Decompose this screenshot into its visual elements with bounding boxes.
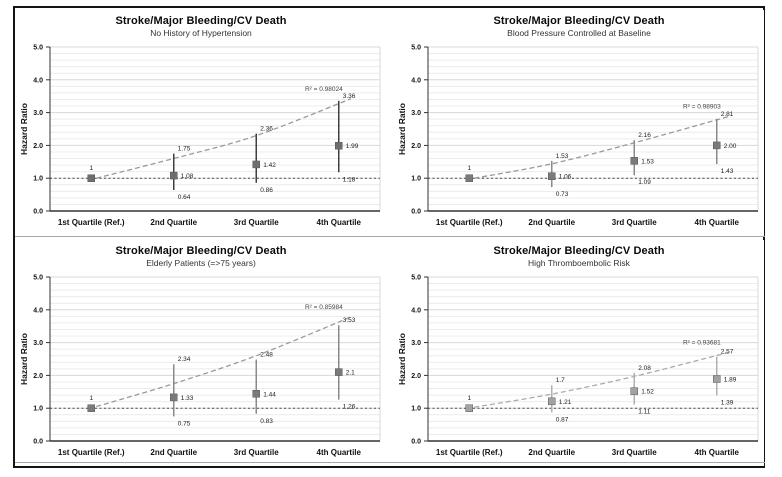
svg-text:1st Quartile (Ref.): 1st Quartile (Ref.): [435, 448, 503, 457]
panel-high-thromboembolic-risk: [394, 240, 764, 466]
svg-text:2.48: 2.48: [260, 351, 273, 359]
row-divider-bottom: [15, 462, 765, 463]
svg-text:R² = 0.98903: R² = 0.98903: [682, 103, 721, 111]
hazard-ratio-plot-no-hypertension: [16, 41, 386, 236]
hazard-ratio-plot-bp-controlled: [394, 41, 764, 236]
svg-text:2.0: 2.0: [411, 372, 421, 380]
svg-text:3rd Quartile: 3rd Quartile: [611, 218, 657, 227]
svg-text:3.0: 3.0: [411, 340, 421, 348]
svg-text:1.7: 1.7: [555, 377, 565, 385]
svg-text:5.0: 5.0: [411, 274, 421, 282]
svg-text:1: 1: [467, 165, 472, 173]
svg-text:0.0: 0.0: [411, 208, 421, 216]
svg-text:1.0: 1.0: [411, 175, 421, 183]
svg-text:2.08: 2.08: [638, 364, 651, 372]
svg-text:2.34: 2.34: [177, 356, 191, 364]
svg-text:1.21: 1.21: [558, 398, 572, 406]
svg-text:1.0: 1.0: [33, 175, 43, 183]
panel-title: Stroke/Major Bleeding/CV Death: [115, 15, 287, 27]
panel-subtitle: No History of Hypertension: [150, 28, 252, 38]
svg-text:1st Quartile (Ref.): 1st Quartile (Ref.): [57, 218, 125, 227]
svg-text:R² = 0.98024: R² = 0.98024: [304, 85, 343, 93]
panel-subtitle: Blood Pressure Controlled at Baseline: [507, 28, 651, 38]
svg-text:0.83: 0.83: [260, 417, 273, 425]
svg-text:1.53: 1.53: [555, 152, 569, 160]
svg-text:2nd Quartile: 2nd Quartile: [528, 448, 576, 457]
svg-text:Hazard Ratio: Hazard Ratio: [19, 103, 29, 155]
svg-text:1.43: 1.43: [720, 168, 734, 176]
svg-text:2.00: 2.00: [723, 142, 737, 150]
svg-text:4.0: 4.0: [33, 307, 43, 315]
svg-text:0.86: 0.86: [260, 186, 273, 194]
svg-text:1.26: 1.26: [342, 403, 356, 411]
svg-text:Hazard Ratio: Hazard Ratio: [397, 333, 407, 385]
svg-text:1.44: 1.44: [263, 391, 276, 399]
svg-text:3.0: 3.0: [33, 340, 43, 348]
svg-text:5.0: 5.0: [411, 44, 421, 52]
svg-text:1.89: 1.89: [723, 376, 737, 384]
svg-text:1.0: 1.0: [411, 405, 421, 413]
svg-text:2.0: 2.0: [33, 142, 43, 150]
svg-text:2.81: 2.81: [720, 110, 734, 118]
svg-text:1.33: 1.33: [180, 394, 194, 402]
svg-text:4.0: 4.0: [33, 77, 43, 85]
hazard-ratio-plot-high-risk: [394, 271, 764, 466]
svg-text:1: 1: [89, 395, 94, 403]
svg-text:4th Quartile: 4th Quartile: [316, 218, 361, 227]
svg-text:0.0: 0.0: [33, 208, 43, 216]
panel-no-hypertension: [16, 10, 386, 236]
svg-text:2nd Quartile: 2nd Quartile: [528, 218, 576, 227]
svg-text:0.64: 0.64: [177, 194, 191, 202]
svg-text:3rd Quartile: 3rd Quartile: [233, 448, 279, 457]
svg-text:1.11: 1.11: [638, 408, 651, 416]
panel-title: Stroke/Major Bleeding/CV Death: [493, 245, 665, 257]
svg-text:4.0: 4.0: [411, 77, 421, 85]
svg-text:4th Quartile: 4th Quartile: [316, 448, 361, 457]
svg-text:0.73: 0.73: [555, 191, 569, 199]
svg-text:2.0: 2.0: [411, 142, 421, 150]
svg-text:3rd Quartile: 3rd Quartile: [611, 448, 657, 457]
svg-text:1.53: 1.53: [641, 158, 654, 166]
svg-text:1.09: 1.09: [638, 179, 651, 187]
svg-text:1.18: 1.18: [342, 176, 356, 184]
svg-text:2.1: 2.1: [345, 369, 355, 377]
svg-text:4th Quartile: 4th Quartile: [694, 448, 739, 457]
panel-subtitle: High Thromboembolic Risk: [528, 258, 630, 268]
svg-text:1: 1: [89, 165, 94, 173]
svg-text:1.52: 1.52: [641, 388, 654, 396]
svg-text:1.06: 1.06: [558, 173, 572, 181]
svg-text:2.57: 2.57: [720, 348, 734, 356]
svg-text:0.0: 0.0: [33, 438, 43, 446]
panel-title: Stroke/Major Bleeding/CV Death: [493, 15, 665, 27]
svg-text:2nd Quartile: 2nd Quartile: [150, 448, 198, 457]
svg-text:1: 1: [467, 395, 472, 403]
panel-title: Stroke/Major Bleeding/CV Death: [115, 245, 287, 257]
svg-text:2.16: 2.16: [638, 132, 651, 140]
svg-text:Hazard Ratio: Hazard Ratio: [397, 103, 407, 155]
svg-text:1.39: 1.39: [720, 399, 734, 407]
svg-text:4th Quartile: 4th Quartile: [694, 218, 739, 227]
svg-text:1st Quartile (Ref.): 1st Quartile (Ref.): [57, 448, 125, 457]
panel-elderly: [16, 240, 386, 466]
svg-text:R² = 0.85984: R² = 0.85984: [304, 304, 343, 312]
svg-text:1.0: 1.0: [33, 405, 43, 413]
panel-subtitle: Elderly Patients (=>75 years): [146, 258, 256, 268]
row-divider-top: [15, 236, 765, 237]
svg-text:Hazard Ratio: Hazard Ratio: [19, 333, 29, 385]
svg-text:0.87: 0.87: [555, 416, 569, 424]
hazard-ratio-plot-elderly: [16, 271, 386, 466]
svg-text:3rd Quartile: 3rd Quartile: [233, 218, 279, 227]
svg-text:3.53: 3.53: [342, 317, 356, 325]
svg-text:2nd Quartile: 2nd Quartile: [150, 218, 198, 227]
svg-text:0.0: 0.0: [411, 438, 421, 446]
svg-text:2.36: 2.36: [260, 125, 273, 133]
svg-text:0.75: 0.75: [177, 420, 191, 428]
svg-text:1.75: 1.75: [177, 145, 191, 153]
svg-text:3.0: 3.0: [411, 110, 421, 118]
svg-text:5.0: 5.0: [33, 274, 43, 282]
svg-text:1.99: 1.99: [345, 143, 359, 151]
svg-text:1st Quartile (Ref.): 1st Quartile (Ref.): [435, 218, 503, 227]
svg-text:1.08: 1.08: [180, 173, 194, 181]
svg-text:5.0: 5.0: [33, 44, 43, 52]
svg-text:4.0: 4.0: [411, 307, 421, 315]
svg-text:3.0: 3.0: [33, 110, 43, 118]
svg-text:2.0: 2.0: [33, 372, 43, 380]
svg-text:1.42: 1.42: [263, 161, 276, 169]
panel-bp-controlled: [394, 10, 764, 236]
svg-text:3.36: 3.36: [342, 92, 356, 100]
svg-text:R² = 0.93681: R² = 0.93681: [682, 339, 721, 347]
